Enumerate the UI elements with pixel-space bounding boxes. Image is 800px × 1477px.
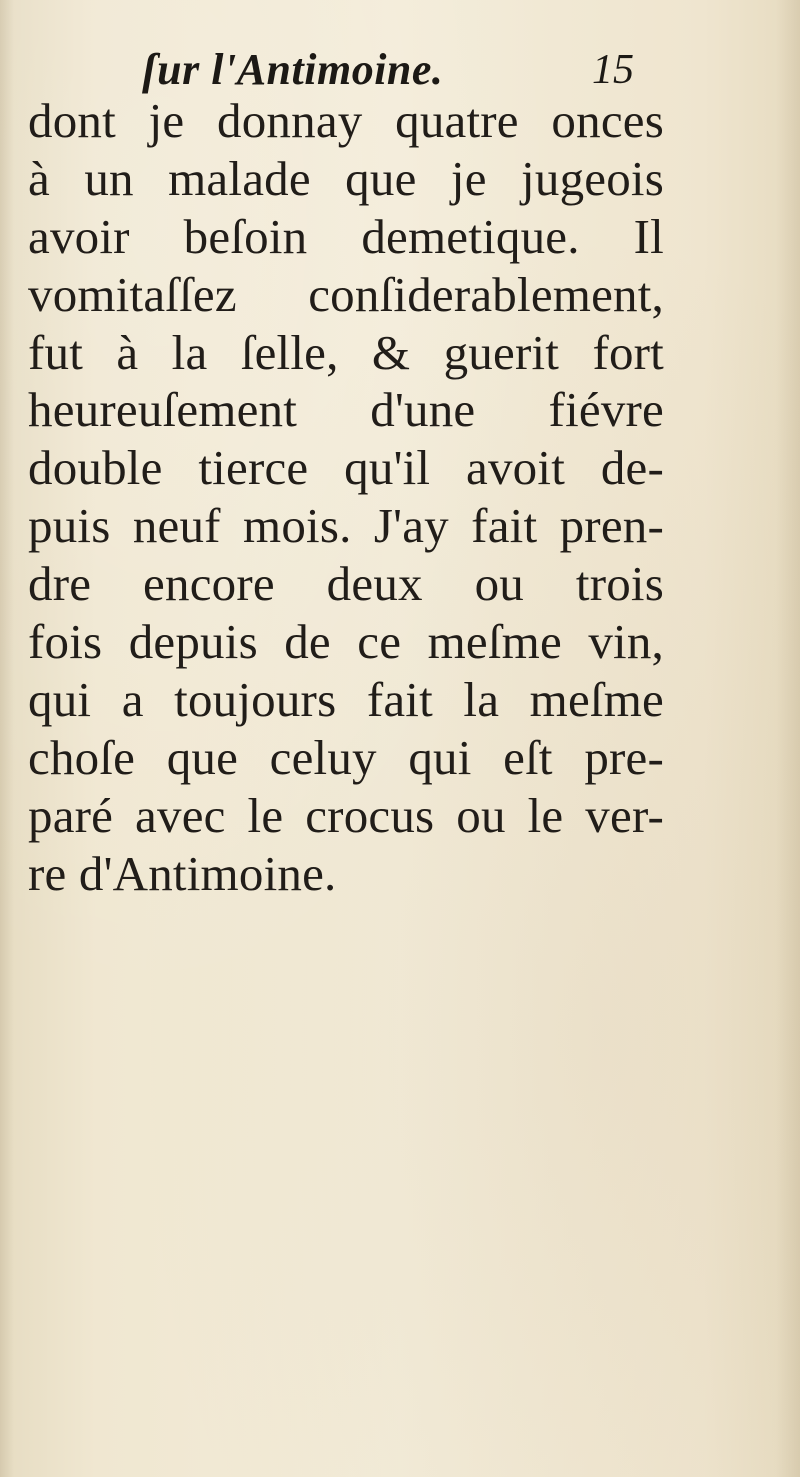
text-line: paré avec le crocus ou le ver- <box>28 787 664 843</box>
text-line: fut à la ſelle, & guerit fort <box>28 324 664 380</box>
page-number: 15 <box>592 47 634 93</box>
page-header <box>0 44 800 94</box>
text-line: choſe que celuy qui eſt pre- <box>28 729 664 785</box>
text-line: re d'Antimoine. <box>28 845 337 901</box>
text-line: heureuſement d'une fiévre <box>28 382 664 438</box>
text-line: vomitaſſez conſiderablement, <box>28 266 664 322</box>
text-line: puis neuf mois. J'ay fait pren- <box>28 498 664 554</box>
body-text <box>28 92 664 902</box>
text-line: dre encore deux ou trois <box>28 556 664 612</box>
text-line: fois depuis de ce meſme vin, <box>28 614 664 670</box>
text-line: à un malade que je jugeois <box>28 150 664 206</box>
text-line: double tierce qu'il avoit de- <box>28 440 664 496</box>
text-line: qui a toujours fait la meſme <box>28 671 664 727</box>
page-gutter-shadow <box>0 0 14 1477</box>
running-head: ſur l'Antimoine. <box>142 45 444 94</box>
text-line: avoir beſoin demetique. Il <box>28 208 664 264</box>
text-line: dont je donnay quatre onces <box>28 93 664 148</box>
page-edge-shadow <box>776 0 800 1477</box>
